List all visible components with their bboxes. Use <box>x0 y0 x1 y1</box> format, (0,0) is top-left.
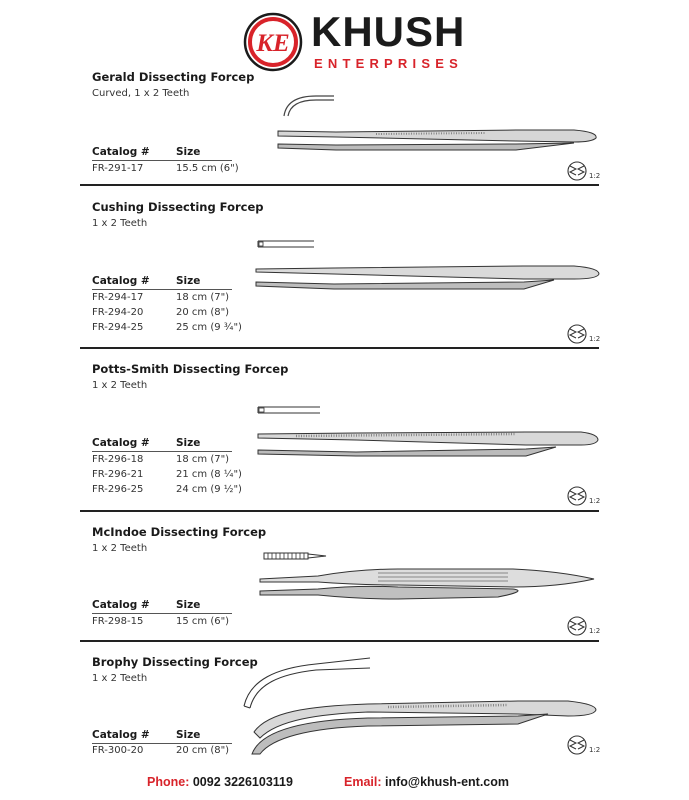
size-header: Size <box>176 729 201 741</box>
email-line <box>344 775 509 789</box>
catalog-header: Catalog # <box>92 729 150 741</box>
forcep-tip-detail <box>256 236 336 252</box>
size-value: 21 cm (8 ¼") <box>176 469 242 480</box>
product-subtitle: 1 x 2 Teeth <box>92 543 148 554</box>
product-subtitle: Curved, 1 x 2 Teeth <box>92 88 190 99</box>
catalog-header: Catalog # <box>92 146 150 158</box>
phone-number[interactable]: 0092 3226103119 <box>192 775 293 789</box>
size-value: 18 cm (7") <box>176 292 230 303</box>
forcep-image <box>276 124 606 158</box>
product-subtitle: 1 x 2 Teeth <box>92 673 148 684</box>
product-title: McIndoe Dissecting Forcep <box>92 525 267 539</box>
catalog-number: FR-298-15 <box>92 616 144 627</box>
size-header: Size <box>176 599 201 611</box>
catalog-number: FR-294-17 <box>92 292 144 303</box>
header-underline <box>92 289 232 290</box>
header-underline <box>92 613 232 614</box>
catalog-number: FR-296-25 <box>92 484 144 495</box>
size-value: 15.5 cm (6") <box>176 163 239 174</box>
catalog-number: FR-300-20 <box>92 745 144 756</box>
forcep-image <box>258 565 604 605</box>
forcep-tip-detail <box>256 402 336 418</box>
scale-text: 1:2 <box>589 627 601 635</box>
section-divider <box>80 510 599 512</box>
email-label: Email: <box>344 775 382 789</box>
phone-line <box>147 775 293 789</box>
svg-text:KE: KE <box>256 30 290 57</box>
brand-name: KHUSH <box>311 8 466 55</box>
product-title: Gerald Dissecting Forcep <box>92 70 255 84</box>
catalog-number: FR-296-18 <box>92 454 144 465</box>
header-underline <box>92 743 232 744</box>
section-divider <box>80 347 599 349</box>
size-value: 18 cm (7") <box>176 454 230 465</box>
size-value: 24 cm (9 ½") <box>176 484 242 495</box>
forcep-image <box>256 428 606 462</box>
catalog-number: FR-291-17 <box>92 163 144 174</box>
product-title: Cushing Dissecting Forcep <box>92 200 264 214</box>
phone-label: Phone: <box>147 775 190 789</box>
scale-text: 1:2 <box>589 746 601 754</box>
size-header: Size <box>176 437 201 449</box>
size-value: 25 cm (9 ¾") <box>176 322 242 333</box>
catalog-header: Catalog # <box>92 275 150 287</box>
forcep-image <box>254 262 604 296</box>
size-header: Size <box>176 146 201 158</box>
catalog-number: FR-294-25 <box>92 322 144 333</box>
size-header: Size <box>176 275 201 287</box>
catalog-header: Catalog # <box>92 437 150 449</box>
email-address[interactable]: info@khush-ent.com <box>385 775 509 789</box>
size-value: 20 cm (8") <box>176 745 230 756</box>
header-underline <box>92 451 232 452</box>
forcep-image <box>248 692 604 756</box>
brand-subtitle: ENTERPRISES <box>314 56 463 71</box>
scale-text: 1:2 <box>589 335 601 343</box>
company-logo <box>243 12 303 72</box>
product-subtitle: 1 x 2 Teeth <box>92 218 148 229</box>
product-title: Brophy Dissecting Forcep <box>92 655 258 669</box>
product-title: Potts-Smith Dissecting Forcep <box>92 362 289 376</box>
catalog-number: FR-296-21 <box>92 469 144 480</box>
size-value: 15 cm (6") <box>176 616 230 627</box>
forcep-tip-detail <box>262 550 332 564</box>
catalog-header: Catalog # <box>92 599 150 611</box>
size-value: 20 cm (8") <box>176 307 230 318</box>
section-divider <box>80 640 599 642</box>
footer-contact <box>0 775 689 791</box>
header-underline <box>92 160 232 161</box>
product-subtitle: 1 x 2 Teeth <box>92 380 148 391</box>
scale-text: 1:2 <box>589 497 601 505</box>
catalog-number: FR-294-20 <box>92 307 144 318</box>
section-divider <box>80 184 599 186</box>
scale-text: 1:2 <box>589 172 601 180</box>
header <box>0 0 689 70</box>
